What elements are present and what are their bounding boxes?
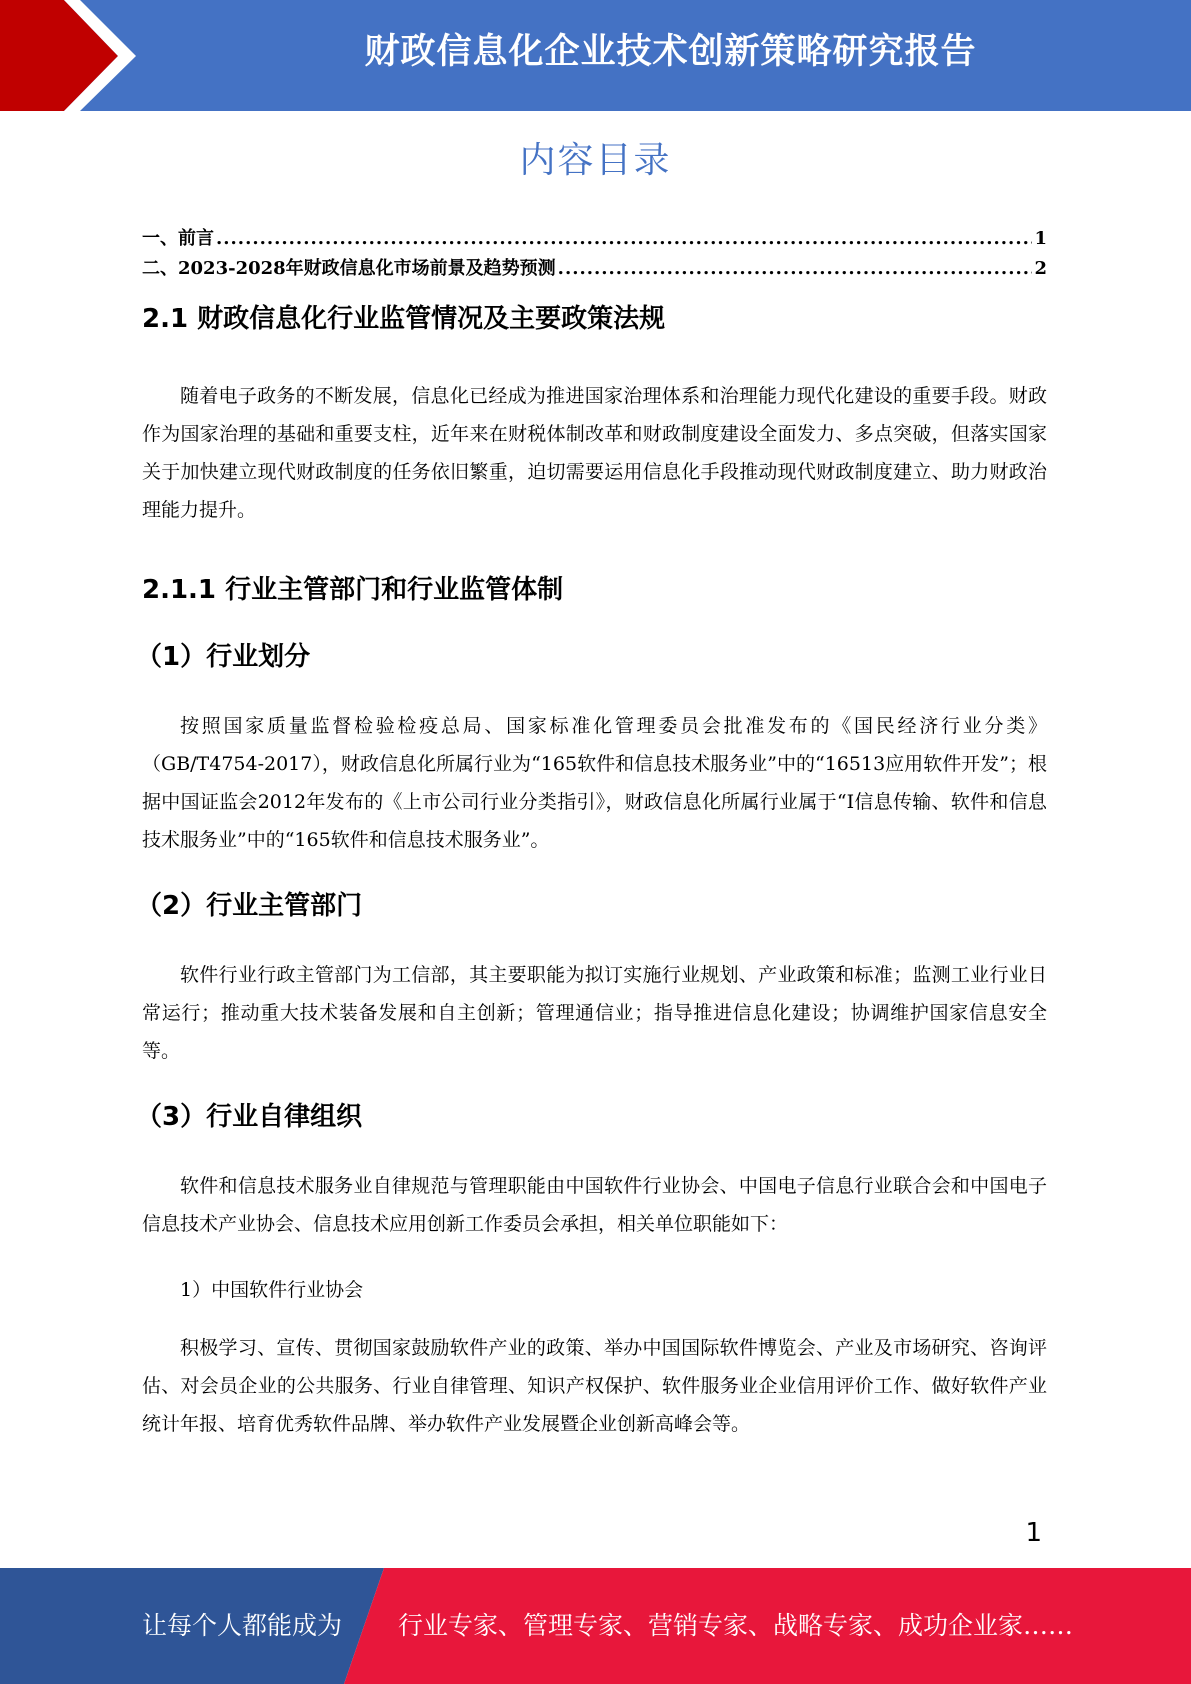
item3-title: （3）行业自律组织 (136, 1102, 363, 1132)
page-footer (0, 1568, 1191, 1684)
document-body (136, 298, 1047, 1443)
header-title: 财政信息化企业技术创新策略研究报告 (364, 32, 977, 72)
toc-item[interactable] (142, 224, 1047, 254)
footer-slogan-left: 让每个人都能成为 (142, 1611, 343, 1640)
item1-paragraph: 按照国家质量监督检验检疫总局、国家标准化管理委员会批准发布的《国民经济行业分类》（GB/T4754-2017），财政信息化所属行业为“165软件和信息技术服务业”中的“16513应用软件开发”；根据中国证监会2012年发布的《上市公司行业分类指引》，财政信息化所属行业属于“I信息传输、软件和信息技术服务业”中的“165软件和信息技术服务业”。 (142, 715, 1047, 851)
toc-item-page: 2 (1034, 258, 1047, 279)
page-header (0, 0, 1191, 111)
toc-leader-dots (216, 228, 1032, 249)
item3-paragraph: 软件和信息技术服务业自律规范与管理职能由中国软件行业协会、中国电子信息行业联合会和中国电子信息技术产业协会、信息技术应用创新工作委员会承担，相关单位职能如下： (142, 1175, 1047, 1235)
section-title: 2.1 财政信息化行业监管情况及主要政策法规 (142, 304, 666, 334)
sub-item-paragraph: 积极学习、宣传、贯彻国家鼓励软件产业的政策、举办中国国际软件博览会、产业及市场研究、咨询评估、对会员企业的公共服务、行业自律管理、知识产权保护、软件服务业企业信用评价工作、做好软件产业统计年报、培育优秀软件品牌、举办软件产业发展暨企业创新高峰会等。 (142, 1337, 1047, 1435)
toc-leader-dots (558, 258, 1033, 279)
table-of-contents (142, 224, 1047, 284)
intro-paragraph: 随着电子政务的不断发展，信息化已经成为推进国家治理体系和治理能力现代化建设的重要手段。财政作为国家治理的基础和重要支柱，近年来在财税体制改革和财政制度建设全面发力、多点突破，但落实国家关于加快建立现代财政制度的任务依旧繁重，迫切需要运用信息化手段推动现代财政制度建立、助力财政治理能力提升。 (142, 385, 1047, 521)
toc-item-page: 1 (1034, 228, 1047, 249)
item2-title: （2）行业主管部门 (136, 891, 363, 921)
footer-slogan-right: 行业专家、管理专家、营销专家、战略专家、成功企业家…… (398, 1611, 1074, 1640)
toc-heading: 内容目录 (519, 140, 672, 181)
toc-item-label: 二、2023-2028年财政信息化市场前景及趋势预测 (142, 258, 556, 279)
sub-item-label: 1）中国软件行业协会 (180, 1279, 364, 1301)
toc-item[interactable] (142, 254, 1047, 284)
page-number: 1 (1025, 1518, 1042, 1548)
item2-paragraph: 软件行业行政主管部门为工信部，其主要职能为拟订实施行业规划、产业政策和标准；监测工业行业日常运行；推动重大技术装备发展和自主创新；管理通信业；指导推进信息化建设；协调维护国家信息安全等。 (142, 964, 1047, 1062)
toc-item-label: 一、前言 (142, 228, 214, 249)
subsection-title: 2.1.1 行业主管部门和行业监管体制 (142, 575, 564, 605)
item1-title: （1）行业划分 (136, 642, 311, 672)
